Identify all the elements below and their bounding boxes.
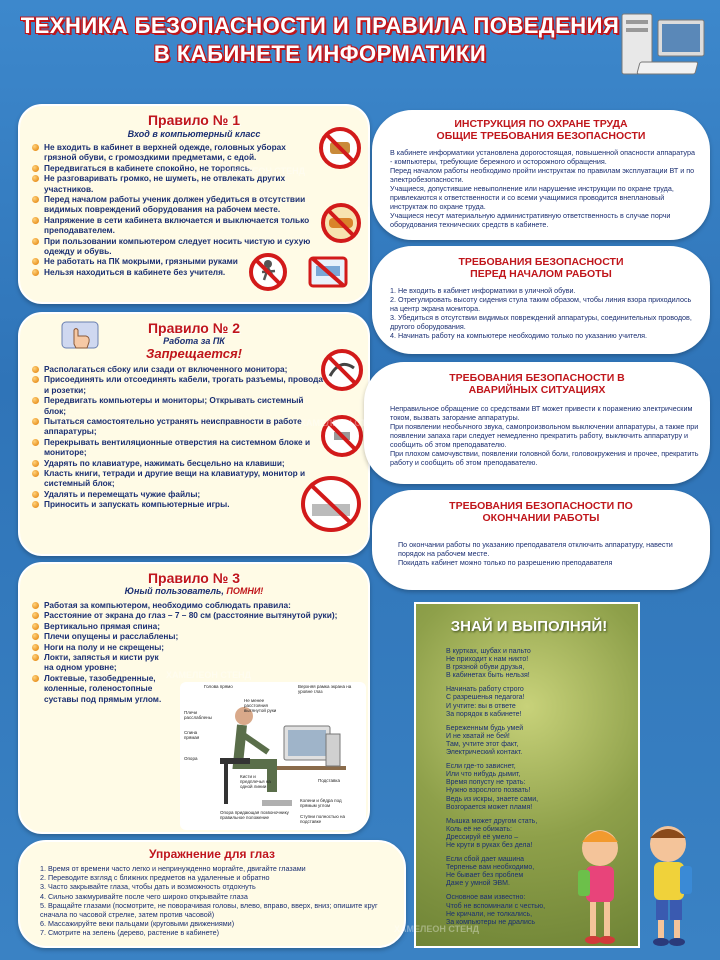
instruction-title	[374, 118, 708, 142]
list-item: Ноги на полу и не скрещены;	[32, 642, 364, 652]
title-line-1: ТЕХНИКА БЕЗОПАСНОСТИ И ПРАВИЛА ПОВЕДЕНИЯ	[20, 13, 620, 38]
poem-line: Береженным будь умей	[446, 724, 524, 732]
list-item: Локтевые, тазобедренные, коленные, голеностопные суставы под прямым углом.	[32, 673, 174, 704]
before-work-body	[390, 286, 698, 340]
end-work-title-line-1: ТРЕБОВАНИЯ БЕЗОПАСНОСТИ ПО	[449, 500, 633, 512]
list-item: 4. Начинать работу на компьютере необходимо только по указанию учителя.	[390, 331, 648, 340]
list-item: 4. Сильно зажмуривайте после чего широко открывайте глаза	[40, 891, 248, 901]
emergency-title-line-2: АВАРИЙНЫХ СИТУАЦИЯХ	[468, 384, 606, 396]
list-item: Локти, запястья и кисти рук на одном уровне;	[32, 652, 164, 673]
no-wet-hands-icon	[306, 252, 350, 292]
before-work-title-line-2: ПЕРЕД НАЧАЛОМ РАБОТЫ	[470, 268, 612, 280]
no-sandwich-icon	[320, 202, 362, 244]
computer-icon	[616, 10, 716, 82]
poem-line: За порядок в кабинете!	[446, 710, 522, 718]
watermark: ХАМЕЛЕОН СТЕНД	[166, 670, 252, 680]
list-item: 7. Смотрите на зелень (дерево, растение в кабинете)	[40, 928, 219, 938]
list-item: 3. Часто закрывайте глаза, чтобы дать и возможность отдохнуть	[40, 882, 256, 892]
poem-stanza	[446, 686, 596, 718]
poem-line: Если сбой дает машина	[446, 856, 525, 864]
rule-3-title: Правило № 3	[147, 570, 241, 586]
emergency-body	[390, 404, 702, 467]
list-item: Перекрывать вентиляционные отверстия на системном блоке и мониторе;	[32, 437, 324, 458]
poem-line: Начинать работу строго	[446, 686, 524, 694]
rule-2-panel	[18, 312, 370, 556]
no-cables-icon	[320, 348, 364, 392]
end-work-title	[374, 500, 708, 524]
end-work-body	[398, 540, 698, 567]
paragraph: В кабинете информатики установлена дорогостоящая, повышенной опасности аппаратура - компьютеры, требующие бережного и осторожного обращения.	[390, 148, 695, 166]
list-item: Класть книги, тетради и другие вещи на клавиатуру, монитор и системный блок;	[32, 468, 324, 489]
exercise-title: Упражнение для глаз	[148, 847, 275, 861]
poem-line: И учтите: вы в ответе	[446, 702, 516, 710]
poem-line: Чтоб не вспоминали с честью,	[446, 902, 546, 910]
paragraph: Учащиеся несут материальную административную ответственность в случае порчи оборудования технических средств в кабинете.	[390, 211, 671, 229]
list-item: Приносить и запускать компьютерные игры.	[32, 499, 324, 509]
poem-line: За компьютеры не дрались	[446, 918, 536, 926]
rule-3-subtitle-a: Юный пользователь,	[124, 586, 224, 596]
poem-line: В грязной обуви друзья,	[446, 664, 525, 672]
poem-line: Или что нибудь дымит,	[446, 771, 521, 779]
poem-line: Даже у умной ЭВМ.	[446, 880, 510, 888]
list-item: Перед началом работы ученик должен убедиться в отсутствии видимых повреждений оборудования на рабочем месте.	[32, 194, 314, 215]
watermark: ХАМЕЛЕОН СТЕНД	[220, 166, 306, 176]
diagram-label: Не менее расстояния вытянутой руки	[244, 698, 277, 713]
list-item: Плечи опущены и расслаблены;	[32, 631, 364, 641]
end-work-title-line-2: ОКОНЧАНИИ РАБОТЫ	[482, 512, 600, 524]
header	[0, 0, 720, 82]
exercise-list	[40, 864, 390, 938]
poem-line: Электрический контакт.	[446, 749, 523, 757]
rule-2-subtitle: Работа за ПК	[163, 336, 225, 346]
rule-1-subtitle: Вход в компьютерный класс	[127, 129, 261, 139]
poem-line: С разрешенья педагога!	[446, 694, 525, 702]
emergency-title	[366, 372, 708, 396]
list-item: Присоединять или отсоединять кабели, трогать разъемы, провода и розетки;	[32, 374, 324, 395]
exercise-panel	[18, 840, 406, 948]
poem-line: В кабинетах быть нельзя!	[446, 672, 530, 680]
poem-line: Не крути в руках без дела!	[446, 841, 533, 849]
instruction-body	[390, 148, 696, 229]
list-item: Удалять и перемещать чужие файлы;	[32, 489, 324, 499]
poem-stanza	[446, 725, 596, 757]
list-item: 2. Переводите взгляд с ближних предметов на удаленные и обратно	[40, 873, 270, 883]
poem-stanza	[446, 763, 596, 812]
poem-line: Если где-то зависнет,	[446, 763, 516, 771]
emergency-title-line-1: ТРЕБОВАНИЯ БЕЗОПАСНОСТИ В	[449, 372, 625, 384]
poem-stanza	[446, 648, 596, 680]
watermark: ХАМЕЛЕОН СТЕНД	[300, 418, 386, 428]
poem-line: Не бывает без проблем	[446, 872, 524, 880]
diagram-label: Колени и бёдра под прямым углом	[300, 798, 342, 808]
before-work-title-line-1: ТРЕБОВАНИЯ БЕЗОПАСНОСТИ	[458, 256, 624, 268]
list-item: Не работать на ПК мокрыми, грязными руками	[32, 256, 314, 266]
no-keyboard-hitting-icon	[300, 474, 362, 534]
rule-1-title: Правило № 1	[147, 112, 241, 128]
title-line-2: В КАБИНЕТЕ ИНФОРМАТИКИ	[153, 41, 487, 66]
rule-2-forbidden: Запрещается!	[146, 346, 242, 361]
poem-line: И не хватай не бей!	[446, 732, 510, 740]
list-item: Не входить в кабинет в верхней одежде, головных уборах грязной обуви, с громоздкими предметами, с едой.	[32, 142, 314, 163]
poem-line: В куртках, шубах и пальто	[446, 648, 531, 655]
rule-1-panel	[18, 104, 370, 304]
list-item: Не разговаривать громко, не шуметь, не отвлекать других участников.	[32, 173, 314, 194]
poem-title: ЗНАЙ И ВЫПОЛНЯЙ!	[450, 618, 608, 635]
poem-line: Ведь из искры, знаете сами,	[446, 795, 539, 803]
diagram-label: Плечи расслаблены	[184, 710, 212, 720]
before-work-title	[374, 256, 708, 280]
paragraph: При появлении необычного звука, самопроизвольном выключении аппаратуры, а также при появлении запаха гари следует немедленно прекратить работу, выключить аппаратуру и сообщить об этом преподавателю.	[390, 422, 699, 449]
paragraph: Покидать кабинет можно только по разрешению преподавателя	[398, 558, 613, 567]
paragraph: Неправильное обращение со средствами ВТ может привести к поражению электрическим током, вызвать загорание аппаратуры.	[390, 404, 693, 422]
end-work-panel	[372, 490, 710, 590]
list-item: 6. Массажируйте веки пальцами (круговыми движениями)	[40, 919, 235, 929]
list-item: Передвигаться в кабинете спокойно, не торопясь.	[32, 163, 314, 173]
list-item: Нельзя находиться в кабинете без учителя.	[32, 267, 314, 277]
diagram-label: Ступни полностью на подставке	[300, 814, 346, 824]
list-item: Расстояние от экрана до глаз – 7 – 80 см (расстояние вытянутой руки);	[32, 610, 364, 620]
page-title	[20, 12, 620, 68]
poem-line: Дрессируй её умело –	[446, 833, 519, 841]
poem-line: Не кричали, не толкались,	[446, 910, 533, 918]
paragraph: Перед началом работы необходимо пройти инструктаж по правилам эксплуатации ВТ и по электробезопасности.	[390, 166, 695, 184]
list-item: 1. Время от времени часто легко и непринужденно моргайте, двигайте глазами	[40, 864, 306, 873]
rule-2-title: Правило № 2	[147, 320, 241, 336]
list-item: При пользовании компьютером следует носить чистую и сухую одежду и обувь.	[32, 236, 314, 257]
diagram-label: Подставка	[318, 778, 340, 783]
emergency-panel	[364, 362, 710, 484]
no-food-icon	[318, 126, 362, 170]
list-item: Располагаться сбоку или сзади от включенного монитора;	[32, 364, 324, 374]
paragraph: Учащиеся, допустившие невыполнение или нарушение инструкции по охране труда, привлекаются к ответственности и со всеми учащимися проводится внеплановый инструктаж по охране труда.	[390, 184, 674, 211]
list-item: 2. Отрегулировать высоту сидения стула таким образом, чтобы линия взора приходилось на центр экрана монитора.	[390, 295, 692, 313]
before-work-panel	[372, 246, 710, 354]
poem-line: Там, учтите этот факт,	[446, 740, 519, 748]
diagram-label: Верхняя рамка экрана на уровне глаз	[298, 684, 352, 694]
poem-line: Нужно взрослого позвать!	[446, 787, 531, 795]
hand-cursor-icon	[60, 318, 100, 352]
diagram-label: Голова прямо	[204, 684, 233, 689]
rule-3-panel	[18, 562, 370, 834]
instruction-panel	[372, 110, 710, 240]
instruction-title-line-2: ОБЩИЕ ТРЕБОВАНИЯ БЕЗОПАСНОСТИ	[436, 130, 646, 142]
no-running-icon	[248, 252, 288, 292]
diagram-label: Кисти и предплечья на одной линии	[240, 774, 271, 789]
list-item: 3. Убедиться в отсутствии видимых повреждений аппаратуры, соединительных проводов, другого оборудования.	[390, 313, 692, 331]
list-item: 1. Не входить в кабинет информатики в уличной обуви.	[390, 286, 576, 295]
children-illustration	[560, 820, 710, 950]
paragraph: При плохом самочувствии, появлении головной боли, головокружения и прочее, прекратить работу и сообщить об этом преподавателю.	[390, 449, 699, 467]
list-item: Напряжение в сети кабинета включается и выключается только преподавателем.	[32, 215, 314, 236]
list-item: Передвигать компьютеры и мониторы; Открывать системный блок;	[32, 395, 324, 416]
list-item: Пытаться самостоятельно устранять неисправности в работе аппаратуры;	[32, 416, 324, 437]
list-item: Работая за компьютером, необходимо соблюдать правила:	[32, 600, 364, 610]
poem-line: Возгорается может пламя!	[446, 803, 533, 811]
instruction-title-line-1: ИНСТРУКЦИЯ ПО ОХРАНЕ ТРУДА	[454, 118, 628, 130]
diagram-label: Опора придающая позвоночнику правильное положение	[220, 810, 289, 820]
rule-3-subtitle	[20, 586, 368, 596]
list-item: Ударять по клавиатуре, нажимать бесцельно на клавиши;	[32, 458, 324, 468]
poem-line: Время попусту не трать:	[446, 779, 526, 787]
diagram-label: Спина прямая	[184, 730, 200, 740]
rule-3-subtitle-b: ПОМНИ!	[226, 586, 264, 596]
poem-line: Не приходит к нам никто!	[446, 656, 529, 664]
poem-line: Коль её не обижать:	[446, 825, 512, 833]
rule-2-list	[32, 364, 324, 510]
list-item: Вертикально прямая спина;	[32, 621, 364, 631]
poem-line: Мышка может другом стать,	[446, 817, 538, 825]
poem-line: Основное вам известно:	[446, 894, 526, 902]
list-item: 5. Вращайте глазами (посмотрите, не поворачивая головы, влево, вправо, вверх, вниз; опишите круг сначала по часовой стрелке, затем против часовой)	[40, 900, 378, 920]
diagram-label: Опора	[184, 756, 198, 761]
poem-line: Терпенье вам необходимо,	[446, 864, 535, 872]
posture-diagram	[180, 682, 366, 830]
watermark: ХАМЕЛЕОН СТЕНД	[394, 924, 480, 934]
paragraph: По окончании работы по указанию преподавателя отключить аппаратуру, навести порядок на рабочем месте.	[398, 540, 673, 558]
